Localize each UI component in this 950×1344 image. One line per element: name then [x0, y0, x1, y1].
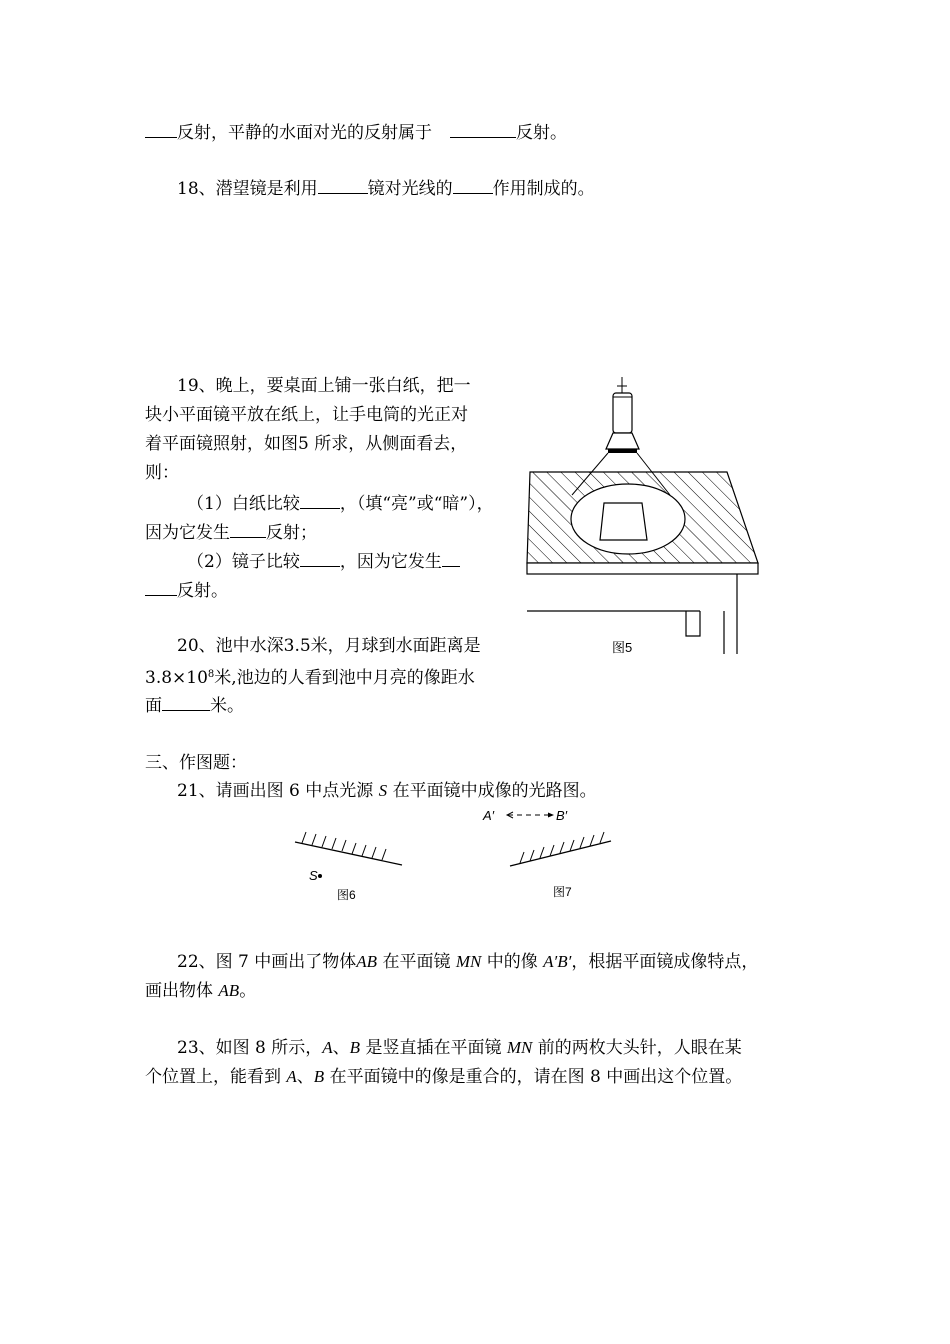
q20-line3-a: 面	[145, 696, 162, 716]
q20-line3-b: 米。	[210, 696, 244, 716]
q21-suffix: 在平面镜中成像的光路图。	[392, 781, 597, 801]
q19-sub1-c: 因为它发生	[145, 523, 230, 543]
q20-exponent: 8	[207, 669, 215, 680]
blank[interactable]	[230, 519, 266, 538]
q22-mn: MN	[455, 952, 482, 971]
q20-line1: 20、池中水深3.5米，月球到水面距离是	[177, 636, 481, 656]
point-source-s	[318, 874, 322, 878]
q22-b: 在平面镜	[382, 952, 451, 972]
q19-sub1-b: ，（填“亮”或“暗”），	[339, 494, 494, 514]
blank[interactable]	[162, 692, 210, 711]
figure-6	[285, 820, 410, 910]
q19-sub2	[187, 548, 460, 574]
q22-line1	[177, 950, 758, 974]
blank[interactable]	[145, 577, 177, 596]
q22-line2-a: 画出物体	[145, 981, 213, 1001]
q22-apbp: A′B′	[543, 952, 572, 971]
q23-B: B	[349, 1038, 361, 1057]
q19-sub2-c: 反射。	[177, 581, 228, 601]
q19-sub2-b: ，因为它发生	[339, 552, 442, 572]
blank[interactable]	[318, 175, 368, 194]
q21-prefix: 21、请画出图 6 中点光源	[177, 781, 374, 801]
q20-line2	[145, 663, 475, 690]
q23-sep: 、	[332, 1038, 350, 1058]
blank[interactable]	[300, 490, 340, 509]
blank[interactable]	[450, 119, 516, 138]
q17-tail	[145, 119, 567, 145]
q23-line1	[177, 1036, 742, 1060]
q22-d: ，根据平面镜成像特点，	[571, 952, 759, 972]
q19-line4: 则：	[145, 463, 179, 483]
q19-sub2-a: （2）镜子比较	[187, 552, 300, 572]
q23-line2-A: A	[286, 1067, 297, 1086]
q20-line2-b: 米,池边的人看到池中月亮的像距水	[214, 668, 475, 688]
q19-sub1-a: （1）白纸比较	[187, 494, 300, 514]
blank[interactable]	[300, 548, 340, 567]
fig5-caption: 图5	[612, 640, 633, 655]
q18-suffix: 作用制成的。	[492, 179, 595, 199]
q23-c: 前的两枚大头针，人眼在某	[537, 1038, 742, 1058]
fig7-b-label: B′	[556, 808, 568, 823]
q17-text-1: 反射，平静的水面对光的反射属于	[177, 123, 432, 143]
q19-line1: 19、晚上，要桌面上铺一张白纸，把一	[177, 376, 471, 396]
q18-mid: 镜对光线的	[367, 179, 453, 199]
q22-line2	[145, 979, 256, 1003]
q22-line2-ab: AB	[218, 981, 240, 1000]
q23-line2-sep: 、	[296, 1067, 314, 1087]
section-title: 三、作图题：	[145, 753, 247, 773]
fig6-caption: 图6	[337, 888, 356, 902]
q20-line3	[145, 692, 244, 718]
q18	[177, 175, 595, 201]
q23-a: 23、如图 8 所示，	[177, 1038, 323, 1058]
q23-A: A	[322, 1038, 333, 1057]
blank[interactable]	[145, 119, 177, 138]
figure-7	[478, 800, 618, 905]
fig7-a-label: A′	[483, 808, 495, 823]
q19-sub1-d: 反射；	[266, 523, 317, 543]
q19-sub1	[187, 490, 494, 516]
q20-line2-a: 3.8×10	[145, 668, 208, 688]
q22-line2-b: 。	[239, 981, 257, 1001]
fig7-caption: 图7	[553, 885, 572, 899]
q22-ab: AB	[356, 952, 378, 971]
q19-sub1-line2	[145, 519, 317, 545]
q18-prefix: 18、潜望镜是利用	[177, 179, 318, 199]
q19-line3: 着平面镜照射，如图5 所求，从侧面看去，	[145, 434, 468, 454]
q23-line2-B: B	[313, 1067, 325, 1086]
q23-line2-a: 个位置上，能看到	[145, 1067, 281, 1087]
q22-a: 22、图 7 中画出了物体	[177, 952, 357, 972]
q22-c: 中的像	[486, 952, 538, 972]
fig6-s-label: S	[309, 868, 318, 883]
q21-s: S	[378, 781, 388, 800]
blank[interactable]	[453, 175, 493, 194]
q23-line2	[145, 1065, 742, 1089]
figure-5	[520, 375, 770, 660]
q19-sub2-line2	[145, 577, 228, 603]
q19-line2: 块小平面镜平放在纸上，让手电筒的光正对	[145, 405, 468, 425]
q23-mn: MN	[506, 1038, 533, 1057]
q17-text-2: 反射。	[516, 123, 567, 143]
q23-line2-b: 在平面镜中的像是重合的，请在图 8 中画出这个位置。	[329, 1067, 743, 1087]
q23-b: 是竖直插在平面镜	[365, 1038, 502, 1058]
blank[interactable]	[442, 548, 460, 567]
